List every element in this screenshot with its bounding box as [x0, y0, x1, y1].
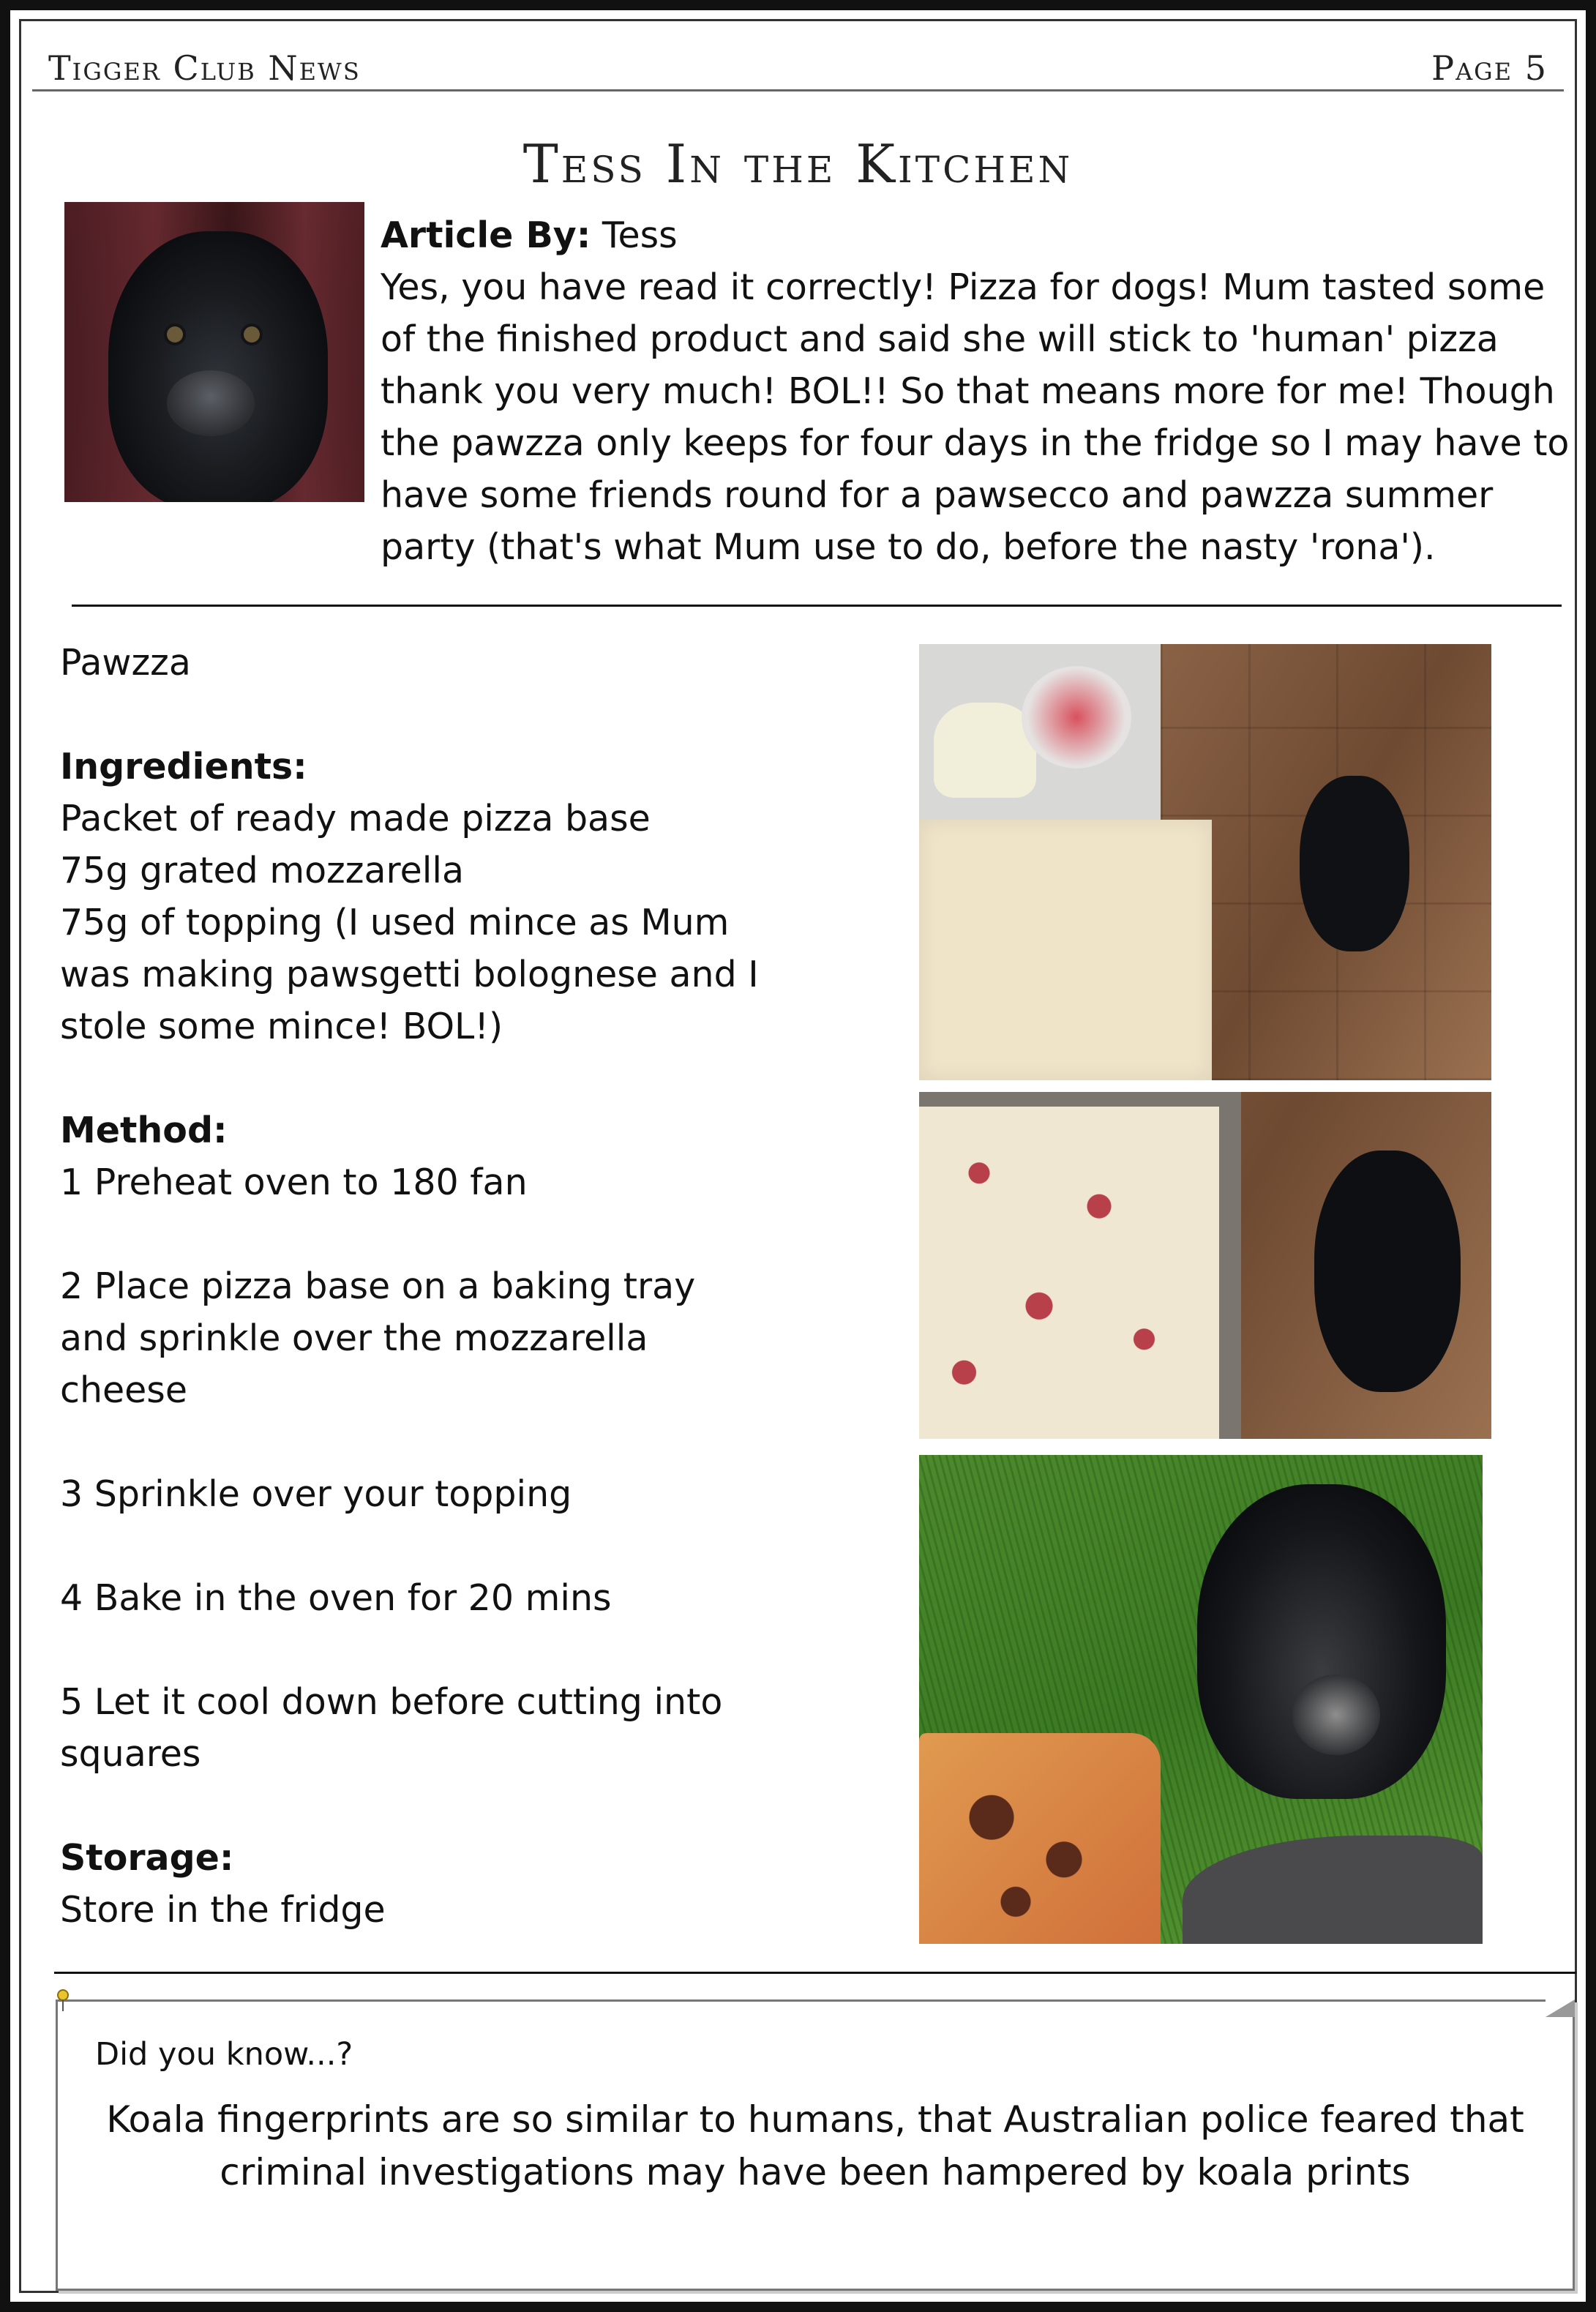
ingredients-photo — [919, 644, 1491, 1080]
page-curl — [1546, 1999, 1575, 2017]
method-step: 2 Place pizza base on a baking tray and sprinkle over the mozzarella cheese — [60, 1265, 696, 1411]
dog-with-pizza-photo — [919, 1455, 1483, 1944]
header-divider — [32, 89, 1564, 91]
byline-label: Article By: — [381, 214, 591, 256]
did-you-know-fact: Koala fingerprints are so similar to humans, that Australian police feared that criminal investigations may have been hampered by koala prints — [106, 2098, 1524, 2193]
topping-photo — [919, 1092, 1491, 1439]
ingredient-item: Packet of ready made pizza base — [60, 798, 651, 839]
recipe-name: Pawzza — [60, 642, 191, 684]
section-divider — [72, 605, 1562, 607]
article-title: Tess In the Kitchen — [522, 133, 1074, 195]
did-you-know-title: Did you know...? — [95, 2036, 353, 2073]
page-number: Page 5 — [1431, 48, 1548, 88]
method-step: 1 Preheat oven to 180 fan — [60, 1161, 528, 1203]
pushpin-icon — [56, 1989, 70, 2011]
footer-divider — [54, 1972, 1576, 1974]
ingredients-heading: Ingredients: — [60, 746, 307, 787]
article-intro — [51, 209, 1573, 573]
ingredient-item: 75g of topping (I used mince as Mum was making pawsgetti bolognese and I stole some mince! BOL!) — [60, 902, 759, 1047]
method-step: 5 Let it cool down before cutting into squares — [60, 1681, 723, 1775]
storage-text: Store in the fridge — [60, 1889, 386, 1931]
method-step: 4 Bake in the oven for 20 mins — [60, 1577, 612, 1619]
ingredient-item: 75g grated mozzarella — [60, 850, 464, 891]
intro-text: Yes, you have read it correctly! Pizza for dogs! Mum tasted some of the finished product and said she will stick to 'human' pizza thank you very much! BOL!! So that means more for me! Though the pawzza only keeps for four days in the fridge so I may have to have some friends round for a pawsecco and pawzza summer party (that's what Mum use to do, before the nasty 'rona'). — [381, 266, 1570, 568]
storage-heading: Storage: — [60, 1837, 234, 1879]
method-step: 3 Sprinkle over your topping — [60, 1473, 572, 1515]
method-heading: Method: — [60, 1110, 228, 1151]
byline-author: Tess — [602, 214, 678, 256]
newsletter-name: Tigger Club News — [48, 48, 361, 88]
recipe — [60, 637, 880, 1936]
